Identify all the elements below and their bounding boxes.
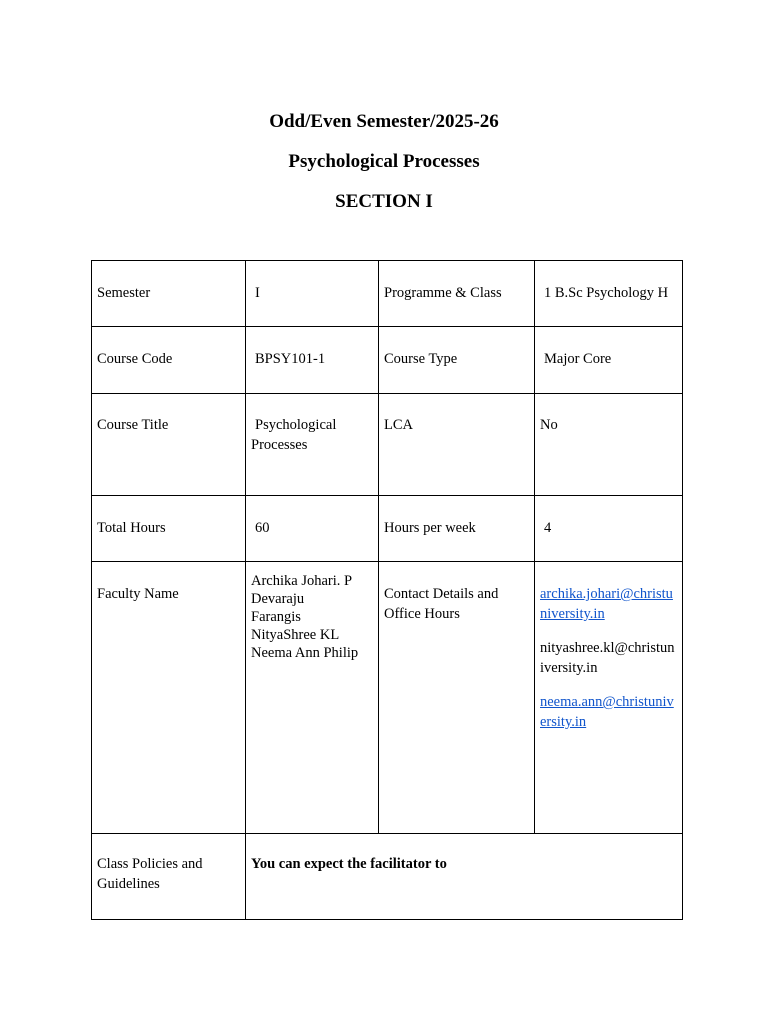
spacer (540, 624, 677, 638)
course-title-value (246, 394, 379, 496)
lca-value: No (535, 394, 683, 496)
semester-value: I (246, 261, 379, 327)
semester-label: Semester (92, 261, 246, 327)
email-link-archika[interactable]: archika.johari@christuniversity.in (540, 586, 673, 622)
course-title-line: Processes (251, 437, 308, 453)
class-policies-label (92, 834, 246, 920)
total-hours-value: 60 (246, 496, 379, 562)
course-heading: Psychological Processes (288, 151, 480, 172)
table-row (92, 834, 683, 920)
programme-label: Programme & Class (379, 261, 535, 327)
faculty-names (246, 562, 379, 834)
table-row (92, 327, 683, 394)
policies-label-line: Guidelines (97, 876, 160, 892)
total-hours-label: Total Hours (92, 496, 246, 562)
table-row (92, 261, 683, 327)
faculty-name-label: Faculty Name (92, 562, 246, 834)
contact-label-line: Office Hours (384, 606, 460, 622)
course-details-table (91, 260, 683, 920)
faculty-name: Neema Ann Philip (251, 645, 359, 661)
table-row (92, 562, 683, 834)
spacer (540, 678, 677, 692)
table-row (92, 394, 683, 496)
table-row (92, 496, 683, 562)
course-code-label: Course Code (92, 327, 246, 394)
semester-heading: Odd/Even Semester/2025-26 (269, 111, 499, 132)
faculty-name: Farangis (251, 609, 301, 625)
contact-label-line: Contact Details and (384, 586, 499, 602)
course-title-label: Course Title (92, 394, 246, 496)
course-type-value: Major Core (535, 327, 683, 394)
course-type-label: Course Type (379, 327, 535, 394)
faculty-name: Archika Johari. P (251, 573, 353, 589)
section-heading: SECTION I (335, 191, 433, 212)
programme-value: 1 B.Sc Psychology H (535, 261, 683, 327)
lca-label: LCA (379, 394, 535, 496)
email-link-neema[interactable]: neema.ann@christuniversity.in (540, 694, 674, 730)
hours-per-week-value: 4 (535, 496, 683, 562)
policies-label-line: Class Policies and (97, 856, 203, 872)
email-text-nityashree: nityashree.kl@christuniversity.in (540, 640, 675, 676)
contact-details-label (379, 562, 535, 834)
faculty-name: NityaShree KL (251, 627, 340, 643)
hours-per-week-label: Hours per week (379, 496, 535, 562)
class-policies-value: You can expect the facilitator to (246, 834, 683, 920)
contact-details-value (535, 562, 683, 834)
course-code-value: BPSY101-1 (246, 327, 379, 394)
course-title-line: Psychological (255, 417, 337, 433)
faculty-name: Devaraju (251, 591, 305, 607)
